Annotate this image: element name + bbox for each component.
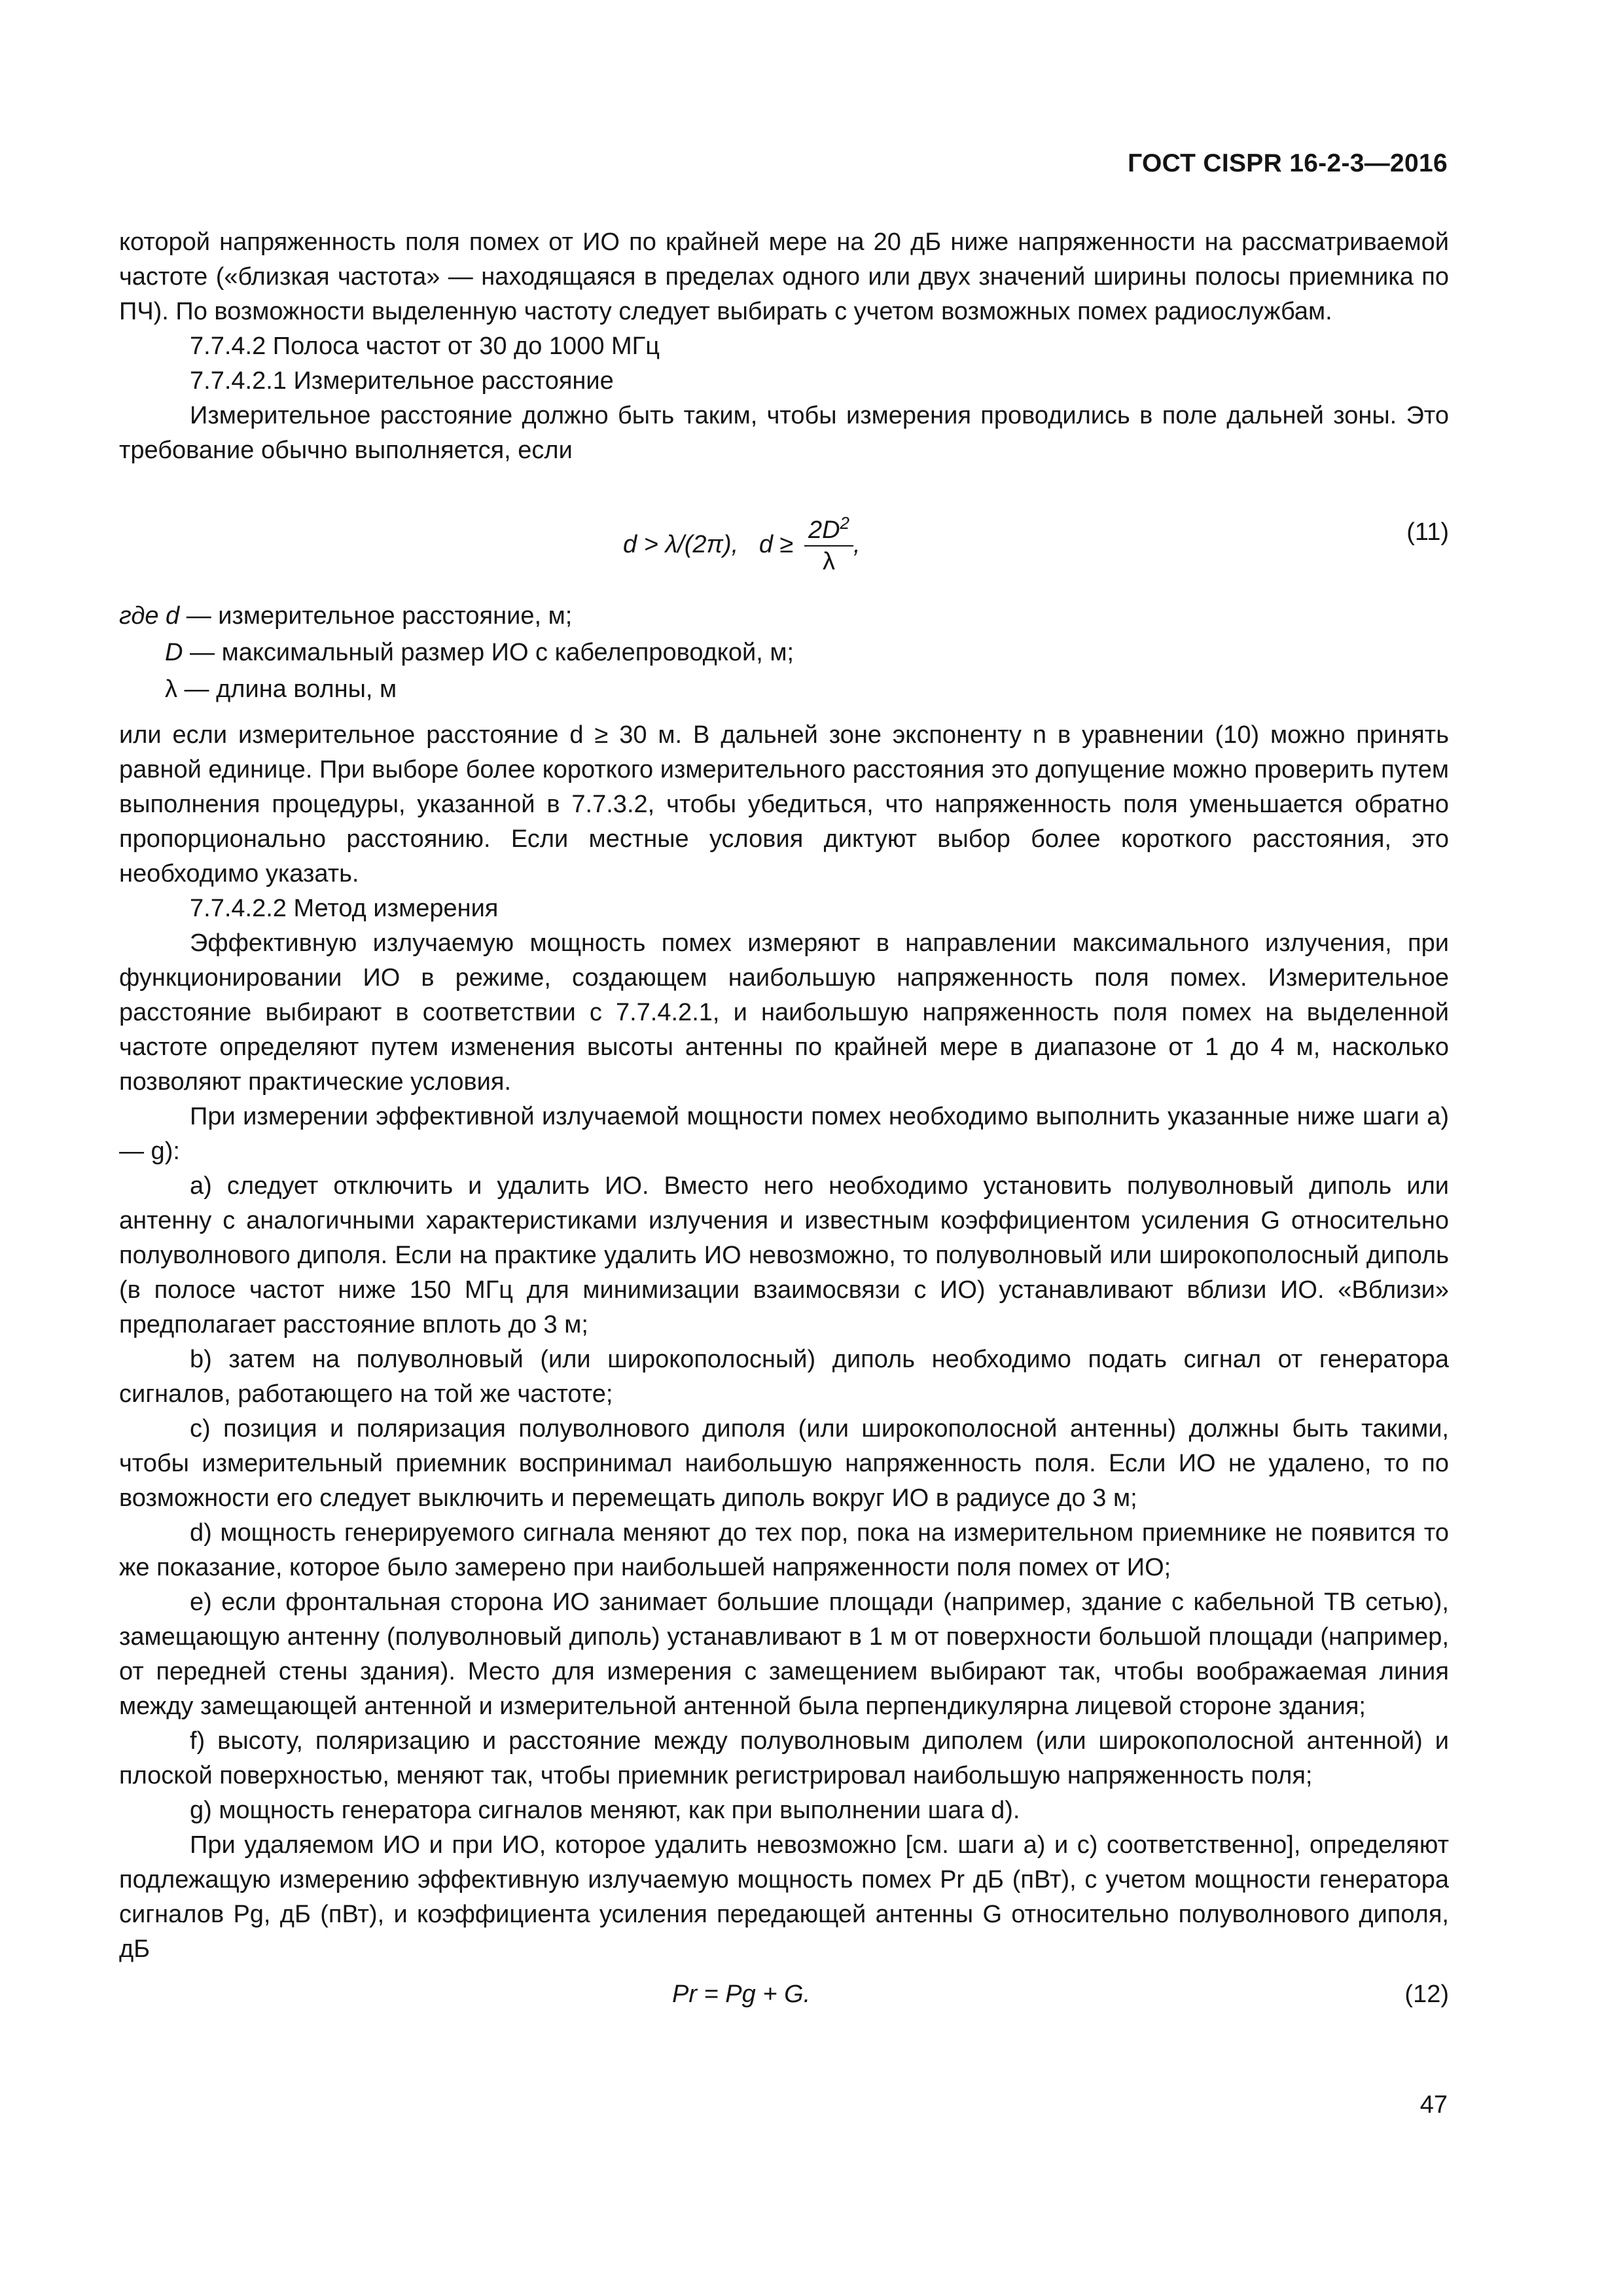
formula-11-tail: , xyxy=(853,531,861,559)
formula-11-numerator: $2D^2$ xyxy=(804,515,853,547)
definition-D: D — максимальный размер ИО с кабелепроводкой, м; xyxy=(165,639,794,666)
paragraph-erp-definition: При удаляемом ИО и при ИО, которое удалить невозможно [см. шаги a) и c) соответственно], определяют подлежащую измерению эффективную излучаемую мощность помех Pr дБ (пВт), с учетом мощности генератора сигналов Pg, дБ (пВт), и коэффициента усиления передающей антенны G относительно полуволнового диполя, дБ xyxy=(119,1831,1449,1963)
formula-11-number: (11) xyxy=(1406,518,1449,546)
step-d: d) мощность генерируемого сигнала меняют до тех пор, пока на измерительном приемнике не появится то же показание, которое было замерено при наибольшей напряженности поля помех от ИО; xyxy=(119,1519,1449,1581)
paragraph-method: Эффективную излучаемую мощность помех измеряют в направлении максимального излучения, при функционировании ИО в режиме, создающем наибольшую напряженность поля помех. Измерительное расстояние выбирают в соответствии с 7.7.4.2.1, и наибольшую напряженность поля помех на выделенной частоте определяют путем изменения высоты антенны по крайней мере в диапазоне от 1 до 4 м, насколько позволяют практические условия. xyxy=(119,929,1449,1096)
paragraph-distance-requirement: Измерительное расстояние должно быть таким, чтобы измерения проводились в поле дальней зоны. Это требование обычно выполняется, если xyxy=(119,402,1449,464)
formula-11-left: d > λ/(2π), xyxy=(623,531,739,559)
formula-11-d: d ≥ xyxy=(758,531,794,559)
step-a: a) следует отключить и удалить ИО. Вместо него необходимо установить полуволновый диполь или антенну с аналогичными характеристиками излучения и известным коэффициентом усиления G относительно полуволнового диполя. Если на практике удалить ИО невозможно, то полуволновый или широкополосный диполь (в полосе частот ниже 150 МГц для минимизации взаимосвязи с ИО) устанавливают вблизи ИО. «Вблизи» предполагает расстояние вплоть до 3 м; xyxy=(119,1172,1449,1338)
page-body xyxy=(119,225,1449,2040)
definition-lambda: λ — длина волны, м xyxy=(165,675,397,703)
formula-11-denominator: λ xyxy=(822,548,835,575)
step-b: b) затем на полуволновый (или широкополосный) диполь необходимо подать сигнал от генератора сигналов, работающего на той же частоте; xyxy=(119,1346,1449,1408)
page-number: 47 xyxy=(1419,2091,1448,2119)
section-heading-7-7-4-2: 7.7.4.2 Полоса частот от 30 до 1000 МГц xyxy=(190,332,660,360)
paragraph-steps-intro: При измерении эффективной излучаемой мощности помех необходимо выполнить указанные ниже шаги a) — g): xyxy=(119,1103,1449,1165)
formula-12 xyxy=(119,1972,1449,2024)
paragraph-continuation: которой напряженность поля помех от ИО по крайней мере на 20 дБ ниже напряженности на рассматриваемой частоте («близкая частота» — находящаяся в пределах одного или двух значений ширины полосы приемника по ПЧ). По возможности выделенную частоту следует выбирать с учетом возможных помех радиослужбам. xyxy=(119,228,1449,325)
formula-11-expression xyxy=(623,515,861,577)
formula-12-expression: Pr = Pg + G. xyxy=(672,1981,811,2008)
step-c: c) позиция и поляризация полуволнового диполя (или широкополосной антенны) должны быть такими, чтобы измерительный приемник воспринимал наибольшую напряженность поля. Если ИО не удалено, то по возможности его следует выключить и перемещать диполь вокруг ИО в радиусе до 3 м; xyxy=(119,1415,1449,1512)
definition-d: где d — измерительное расстояние, м; xyxy=(119,602,573,630)
step-g: g) мощность генератора сигналов меняют, как при выполнении шага d). xyxy=(190,1797,1020,1824)
step-f: f) высоту, поляризацию и расстояние между полуволновым диполем (или широкополосной антенной) и плоской поверхностью, меняют так, чтобы приемник регистрировал наибольшую напряженность поля; xyxy=(119,1727,1449,1789)
formula-11-fraction xyxy=(804,515,853,577)
document-header: ГОСТ CISPR 16-2-3—2016 xyxy=(1128,149,1448,177)
formula-12-number: (12) xyxy=(1404,1981,1449,2008)
paragraph-far-field: или если измерительное расстояние d ≥ 30 м. В дальней зоне экспоненту n в уравнении (10) можно принять равной единице. При выборе более короткого измерительного расстояния это допущение можно проверить путем выполнения процедуры, указанной в 7.7.3.2, чтобы убедиться, что напряженность поля уменьшается обратно пропорционально расстоянию. Если местные условия диктуют выбор более короткого расстояния, это необходимо указать. xyxy=(119,721,1449,888)
symbol-definitions xyxy=(119,598,1449,708)
section-heading-7-7-4-2-1: 7.7.4.2.1 Измерительное расстояние xyxy=(190,367,614,395)
step-e: e) если фронтальная сторона ИО занимает большие площади (например, здание с кабельной ТВ сетью), замещающую антенну (полуволновый диполь) устанавливают в 1 м от поверхности большой площади (например, от передней стены здания). Место для измерения с замещением выбирают так, чтобы воображаемая линия между замещающей антенной и измерительной антенной была перпендикулярна лицевой стороне здания; xyxy=(119,1588,1449,1720)
formula-11 xyxy=(119,484,1449,582)
section-heading-7-7-4-2-2: 7.7.4.2.2 Метод измерения xyxy=(190,895,499,922)
